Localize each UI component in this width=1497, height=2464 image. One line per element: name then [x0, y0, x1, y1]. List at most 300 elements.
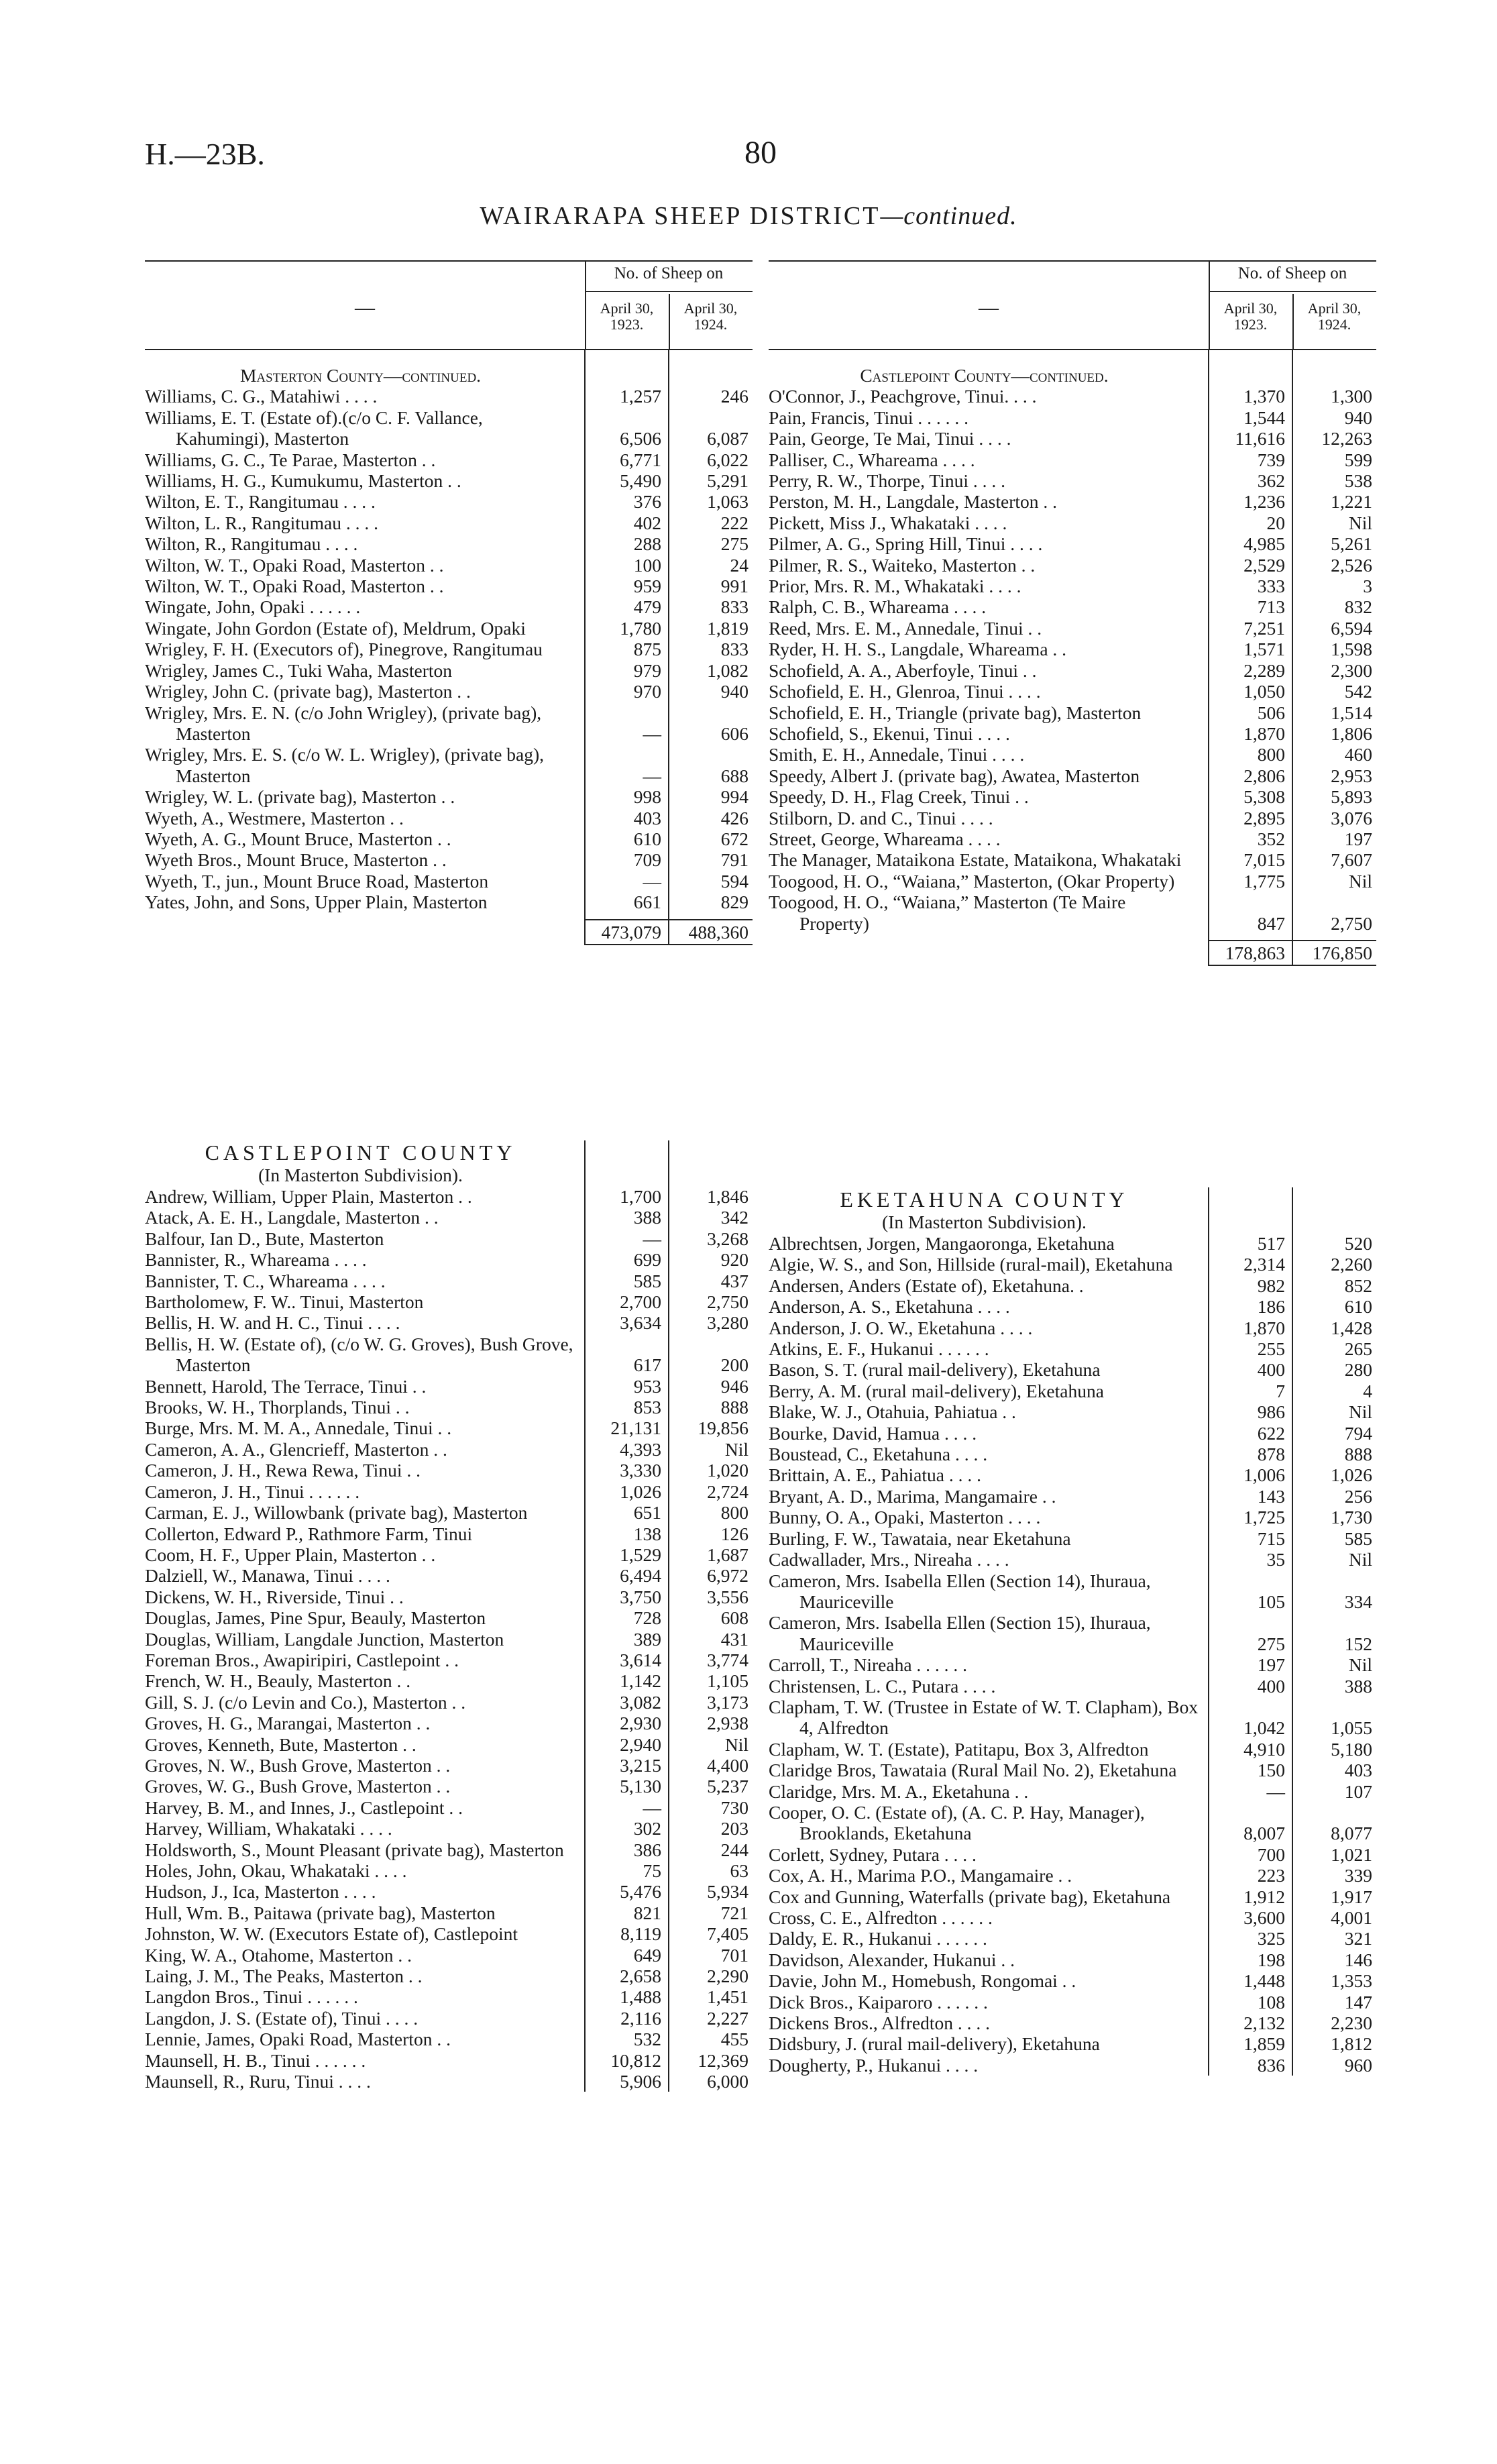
owner-name: Andrew, William, Upper Plain, Masterton . .: [145, 1186, 472, 1207]
sheep-1924: 3,173: [669, 1692, 753, 1713]
table-row: [145, 1228, 753, 1249]
table-row: [769, 1676, 1376, 1697]
sheep-1924: 946: [669, 1376, 753, 1397]
owner-name: Wyeth, A., Westmere, Masterton . .: [145, 807, 404, 828]
sheep-1923: 2,806: [1209, 765, 1292, 786]
sheep-1924: 455: [669, 2029, 753, 2049]
header-date-1923-line1: April 30,: [1223, 300, 1278, 317]
table-row: [145, 1776, 753, 1797]
sheep-1923: 699: [585, 1249, 669, 1270]
sheep-1924: 334: [1292, 1570, 1376, 1613]
table-row: [145, 1650, 753, 1670]
owner-name: Schofield, A. A., Aberfoyle, Tinui . .: [769, 659, 1037, 681]
table-row: [769, 639, 1376, 659]
sheep-1924: 126: [669, 1523, 753, 1544]
sheep-1924: 460: [1292, 744, 1376, 765]
sheep-1923: 7,251: [1209, 618, 1292, 639]
sheep-1924: 2,724: [669, 1481, 753, 1502]
header-date-1923: [585, 301, 669, 333]
table-row: [769, 1296, 1376, 1317]
sheep-1924: 2,300: [1292, 660, 1376, 681]
sheep-1923: —: [585, 702, 669, 745]
sheep-1923: 5,490: [585, 470, 669, 491]
owner-name: Collerton, Edward P., Rathmore Farm, Tinui: [145, 1523, 473, 1544]
sheep-1923: 4,985: [1209, 533, 1292, 554]
sheep-1924: 197: [1292, 828, 1376, 849]
table-row: [769, 2013, 1376, 2033]
sheep-1924: Nil: [1292, 1401, 1376, 1422]
sheep-1924: 1,082: [669, 660, 753, 681]
table-row: [145, 1417, 753, 1438]
owner-name: Wyeth, T., jun., Mount Bruce Road, Masterton: [145, 870, 489, 892]
sheep-1923: 821: [585, 1903, 669, 1923]
owner-name: Wilton, L. R., Rangitumau . . . .: [145, 512, 378, 533]
sheep-1923: 2,116: [585, 2008, 669, 2029]
table-row: [145, 449, 753, 470]
sheep-1923: 506: [1209, 702, 1292, 723]
table-row: [145, 596, 753, 617]
masterton-county-table: [145, 350, 753, 945]
sheep-1924: 5,237: [669, 1776, 753, 1797]
owner-name: Berry, A. M. (rural mail-delivery), Eketahuna: [769, 1380, 1104, 1401]
owner-name: Toogood, H. O., “Waiana,” Masterton, (Okar Property): [769, 870, 1175, 892]
sheep-1923: 2,529: [1209, 555, 1292, 576]
owner-name: Bannister, T. C., Whareama . . . .: [145, 1270, 386, 1291]
owner-name: Pain, George, Te Mai, Tinui . . . .: [769, 428, 1011, 449]
table-row: [769, 596, 1376, 617]
table-row: [145, 660, 753, 681]
sheep-1923: 21,131: [585, 1417, 669, 1438]
sheep-1923: 325: [1209, 1928, 1292, 1949]
sheep-1924: 1,917: [1292, 1886, 1376, 1907]
owner-name: Cameron, Mrs. Isabella Ellen (Section 15), Ihuraua, Mauriceville: [769, 1612, 1151, 1654]
owner-name: Davidson, Alexander, Hukanui . .: [769, 1949, 1015, 1970]
sheep-1923: 1,006: [1209, 1464, 1292, 1485]
sheep-1924: 1,819: [669, 618, 753, 639]
owner-name: Bryant, A. D., Marima, Mangamaire . .: [769, 1485, 1056, 1507]
sheep-1923: —: [1209, 1781, 1292, 1802]
sheep-1924: 431: [669, 1629, 753, 1650]
owner-name: Algie, W. S., and Son, Hillside (rural-mail), Eketahuna: [769, 1254, 1173, 1275]
sheep-1924: 5,291: [669, 470, 753, 491]
owner-name: Lennie, James, Opaki Road, Masterton . .: [145, 2029, 451, 2050]
owner-name: Speedy, Albert J. (private bag), Awatea, Masterton: [769, 765, 1140, 786]
sheep-1924: 246: [669, 386, 753, 407]
sheep-1923: 2,314: [1209, 1254, 1292, 1275]
table-row: [145, 1481, 753, 1502]
table-row: [769, 618, 1376, 639]
sheep-1924: 6,594: [1292, 618, 1376, 639]
table-row: [145, 1207, 753, 1228]
sheep-1924: 63: [669, 1860, 753, 1881]
owner-name: Anderson, A. S., Eketahuna . . . .: [769, 1296, 1010, 1318]
sheep-1924: 1,598: [1292, 639, 1376, 659]
table-row: [769, 1570, 1376, 1613]
table-row: [769, 1697, 1376, 1739]
sheep-1923: 333: [1209, 576, 1292, 596]
table-row: [145, 1312, 753, 1333]
sheep-1923: 3,614: [585, 1650, 669, 1670]
sheep-1923: 953: [585, 1376, 669, 1397]
sheep-1924: 147: [1292, 1992, 1376, 2013]
table-row: [769, 1254, 1376, 1275]
owner-name: Perry, R. W., Thorpe, Tinui . . . .: [769, 470, 1005, 492]
sheep-1924: 791: [669, 849, 753, 870]
owner-name: Bartholomew, F. W.. Tinui, Masterton: [145, 1291, 424, 1313]
owner-name: Toogood, H. O., “Waiana,” Masterton (Te Maire Property): [769, 892, 1126, 934]
owner-name: Wyeth, A. G., Mount Bruce, Masterton . .: [145, 828, 451, 849]
sheep-1923: 388: [585, 1207, 669, 1228]
table-row: [145, 1945, 753, 1966]
table-row: [145, 1881, 753, 1902]
table-row: [769, 1318, 1376, 1338]
sheep-1923: 288: [585, 533, 669, 554]
sheep-1924: 2,953: [1292, 765, 1376, 786]
sheep-1923: 847: [1209, 892, 1292, 934]
sheep-1923: 3,600: [1209, 1907, 1292, 1928]
sheep-1923: 998: [585, 786, 669, 807]
header-date-1924-line1: April 30,: [1307, 300, 1362, 317]
owner-name: Douglas, William, Langdale Junction, Masterton: [145, 1628, 504, 1650]
castlepoint-continued-section: [769, 260, 1376, 966]
sheep-1923: 878: [1209, 1444, 1292, 1464]
sheep-1923: 5,906: [585, 2071, 669, 2092]
sheep-1923: 143: [1209, 1486, 1292, 1507]
owner-name: Bellis, H. W. and H. C., Tinui . . . .: [145, 1312, 400, 1334]
owner-name: Cox, A. H., Marima P.O., Mangamaire . .: [769, 1865, 1072, 1886]
sheep-1923: 302: [585, 1818, 669, 1839]
owner-name: Williams, H. G., Kumukumu, Masterton . .: [145, 470, 461, 492]
sheep-1924: Nil: [1292, 1549, 1376, 1570]
table-row: [145, 513, 753, 533]
sheep-1924: 2,750: [669, 1291, 753, 1312]
table-row: [145, 618, 753, 639]
table-row: [145, 1839, 753, 1860]
sheep-1923: 1,780: [585, 618, 669, 639]
sheep-1923: 4,393: [585, 1439, 669, 1460]
sheep-1924: 19,856: [669, 1417, 753, 1438]
owner-name: Williams, E. T. (Estate of).(c/o C. F. Vallance, Kahumingi), Masterton: [145, 407, 483, 449]
owner-name: Bourke, David, Hamua . . . .: [769, 1422, 977, 1444]
sheep-1923: 1,026: [585, 1481, 669, 1502]
table-row: [145, 1186, 753, 1207]
table-row: [145, 576, 753, 596]
table-row: [769, 1401, 1376, 1422]
header-date-1923-line2: 1923.: [610, 316, 644, 333]
owner-name: Wrigley, W. L. (private bag), Masterton . .: [145, 786, 455, 808]
county-subtitle: (In Masterton Subdivision).: [882, 1212, 1087, 1232]
sheep-1923: 517: [1209, 1233, 1292, 1254]
sheep-1924: 1,026: [1292, 1464, 1376, 1485]
county-title: CASTLEPOINT COUNTY: [205, 1140, 516, 1165]
sheep-1923: 35: [1209, 1549, 1292, 1570]
sheep-1924: 244: [669, 1839, 753, 1860]
owner-name: Ralph, C. B., Whareama . . . .: [769, 596, 987, 618]
sheep-1924: 6,000: [669, 2071, 753, 2092]
sheep-1924: 833: [669, 639, 753, 659]
table-row: [145, 2008, 753, 2029]
sheep-1923: 362: [1209, 470, 1292, 491]
sheep-1924: 1,730: [1292, 1507, 1376, 1528]
sheep-1923: 610: [585, 828, 669, 849]
sheep-1923: 6,494: [585, 1565, 669, 1586]
sheep-1924: 520: [1292, 1233, 1376, 1254]
table-row: [145, 1334, 753, 1376]
sheep-1924: Nil: [669, 1734, 753, 1755]
sheep-1924: 2,526: [1292, 555, 1376, 576]
sheep-1924: 8,077: [1292, 1802, 1376, 1844]
sheep-1923: 20: [1209, 513, 1292, 533]
sheep-1924: 6,022: [669, 449, 753, 470]
sheep-1923: 2,658: [585, 1966, 669, 1986]
table-row: [145, 491, 753, 512]
table-row: [769, 1781, 1376, 1802]
table-row: [769, 808, 1376, 828]
sheep-1924: 1,221: [1292, 491, 1376, 512]
owner-name: Didsbury, J. (rural mail-delivery), Eketahuna: [769, 2033, 1100, 2055]
table-row: [769, 1844, 1376, 1865]
table-row: [145, 1376, 753, 1397]
sheep-1924: 688: [669, 744, 753, 786]
table-row: [145, 786, 753, 807]
sheep-1924: Nil: [1292, 513, 1376, 533]
table-row: [145, 2050, 753, 2071]
sheep-1924: 538: [1292, 470, 1376, 491]
sheep-1923: 700: [1209, 1844, 1292, 1865]
sheep-1923: 3,634: [585, 1312, 669, 1333]
owner-name: Bunny, O. A., Opaki, Masterton . . . .: [769, 1507, 1041, 1528]
sheep-1924: 800: [669, 1502, 753, 1523]
page-title-suffix: —continued.: [880, 202, 1017, 230]
owner-name: Cameron, J. H., Tinui . . . . . .: [145, 1481, 360, 1502]
sheep-1924: 5,180: [1292, 1739, 1376, 1760]
table-row: [769, 1928, 1376, 1949]
sheep-1923: 2,895: [1209, 808, 1292, 828]
owner-name: Blake, W. J., Otahuia, Pahiatua . .: [769, 1401, 1016, 1423]
sheep-1924: 888: [669, 1397, 753, 1417]
owner-name: Palliser, C., Whareama . . . .: [769, 449, 975, 470]
owner-name: Langdon Bros., Tinui . . . . . .: [145, 1986, 358, 2008]
table-row: [769, 407, 1376, 428]
sheep-1923: —: [585, 871, 669, 892]
county-heading: [769, 1187, 1209, 1233]
table-row: [769, 491, 1376, 512]
sheep-1924: 403: [1292, 1760, 1376, 1780]
owner-name: Burling, F. W., Tawataia, near Eketahuna: [769, 1528, 1071, 1549]
owner-name: Reed, Mrs. E. M., Annedale, Tinui . .: [769, 617, 1042, 639]
table-row: [769, 1654, 1376, 1675]
sheep-1923: 386: [585, 1839, 669, 1860]
county-subtitle: (In Masterton Subdivision).: [258, 1165, 463, 1185]
sheep-1924: 6,972: [669, 1565, 753, 1586]
sheep-1923: 8,007: [1209, 1802, 1292, 1844]
sheep-1923: 986: [1209, 1401, 1292, 1422]
sheep-1924: 275: [669, 533, 753, 554]
sheep-1924: 1,514: [1292, 702, 1376, 723]
sheep-1924: 1,451: [669, 1986, 753, 2007]
owner-name: Ryder, H. H. S., Langdale, Whareama . .: [769, 639, 1067, 660]
header-span-label: No. of Sheep on: [1237, 264, 1347, 282]
table-row: [769, 1612, 1376, 1654]
sheep-1923: 389: [585, 1629, 669, 1650]
header-dash: —: [355, 297, 375, 319]
sheep-1923: 1,488: [585, 1986, 669, 2007]
sheep-1924: 6,087: [669, 407, 753, 449]
table-row: [769, 765, 1376, 786]
sheep-1924: 2,227: [669, 2008, 753, 2029]
sheep-1923: —: [585, 1228, 669, 1249]
sheep-1924: 152: [1292, 1612, 1376, 1654]
table-row: [145, 681, 753, 702]
sheep-1924: 721: [669, 1903, 753, 1923]
table-row: [145, 1460, 753, 1481]
county-heading: [145, 1140, 585, 1186]
table-row: [145, 639, 753, 659]
sheep-1923: 138: [585, 1523, 669, 1544]
owner-name: Dalziell, W., Manawa, Tinui . . . .: [145, 1565, 390, 1587]
table-row: [769, 1233, 1376, 1254]
table-row: [769, 428, 1376, 449]
table-row: [145, 1713, 753, 1733]
owner-name: Harvey, B. M., and Innes, J., Castlepoint . .: [145, 1797, 463, 1818]
header-date-1923: [1209, 301, 1292, 333]
sheep-1924: 1,055: [1292, 1697, 1376, 1739]
sheep-1924: 3: [1292, 576, 1376, 596]
owner-name: O'Connor, J., Peachgrove, Tinui. . . .: [769, 386, 1037, 407]
owner-name: Wilton, R., Rangitumau . . . .: [145, 533, 358, 555]
table-row: [145, 1565, 753, 1586]
sheep-1923: 1,870: [1209, 1318, 1292, 1338]
table-row: [769, 828, 1376, 849]
owner-name: Yates, John, and Sons, Upper Plain, Masterton: [145, 892, 488, 913]
header-date-1924-line2: 1924.: [694, 316, 728, 333]
sheep-1923: 11,616: [1209, 428, 1292, 449]
owner-name: Groves, W. G., Bush Grove, Masterton . .: [145, 1776, 451, 1797]
owner-name: Gill, S. J. (c/o Levin and Co.), Masterton . .: [145, 1691, 466, 1713]
sheep-1923: 198: [1209, 1949, 1292, 1970]
table-row: [769, 1760, 1376, 1780]
table-row: [769, 1486, 1376, 1507]
header-span-label: No. of Sheep on: [614, 264, 724, 282]
sheep-1924: 940: [669, 681, 753, 702]
table-row: [769, 892, 1376, 934]
owner-name: Holdsworth, S., Mount Pleasant (private bag), Masterton: [145, 1839, 564, 1860]
sheep-1924: 940: [1292, 407, 1376, 428]
owner-name: Pilmer, A. G., Spring Hill, Tinui . . . .: [769, 533, 1043, 555]
table-row: [145, 1797, 753, 1818]
section-heading-text: Masterton County—continued.: [239, 365, 482, 386]
owner-name: Maunsell, R., Ruru, Tinui . . . .: [145, 2071, 371, 2092]
sheep-1924: Nil: [1292, 871, 1376, 892]
sheep-1924: 542: [1292, 681, 1376, 702]
sheep-1923: 479: [585, 596, 669, 617]
sheep-1923: 186: [1209, 1296, 1292, 1317]
owner-name: Dick Bros., Kaiparoro . . . . . .: [769, 1991, 988, 2013]
owner-name: Perston, M. H., Langdale, Masterton . .: [769, 491, 1057, 513]
sheep-1924: 388: [1292, 1676, 1376, 1697]
table-row: [145, 470, 753, 491]
owner-name: Wingate, John, Opaki . . . . . .: [145, 596, 361, 618]
sheep-1923: 4,910: [1209, 1739, 1292, 1760]
sheep-1923: 3,215: [585, 1755, 669, 1776]
sheep-1923: 709: [585, 849, 669, 870]
table-row: [145, 2029, 753, 2049]
owner-name: Groves, N. W., Bush Grove, Masterton . .: [145, 1754, 451, 1776]
owner-name: Laing, J. M., The Peaks, Masterton . .: [145, 1966, 423, 1987]
owner-name: Pain, Francis, Tinui . . . . . .: [769, 407, 968, 428]
owner-name: Schofield, E. H., Glenroa, Tinui . . . .: [769, 681, 1041, 702]
sheep-1924: 280: [1292, 1359, 1376, 1380]
owner-name: Cameron, A. A., Glencrieff, Masterton . .: [145, 1438, 447, 1460]
sheep-1924: 146: [1292, 1949, 1376, 1970]
table-row: [145, 1271, 753, 1291]
page-title-text: WAIRARAPA SHEEP DISTRICT: [480, 202, 881, 230]
owner-name: Corlett, Sydney, Putara . . . .: [769, 1843, 977, 1865]
sheep-1924: 3,076: [1292, 808, 1376, 828]
owner-name: Douglas, James, Pine Spur, Beauly, Masterton: [145, 1607, 486, 1629]
table-row: [145, 407, 753, 449]
document-reference: H.—23B.: [145, 137, 265, 171]
eketahuna-county-section: [769, 1187, 1376, 2076]
owner-name: Wrigley, James C., Tuki Waha, Masterton: [145, 659, 453, 681]
sheep-1923: 970: [585, 681, 669, 702]
sheep-1923: 979: [585, 660, 669, 681]
table-row: [769, 1275, 1376, 1296]
header-date-1923-line1: April 30,: [600, 300, 654, 317]
sheep-1924: 794: [1292, 1423, 1376, 1444]
owner-name: Wrigley, John C. (private bag), Masterton . .: [145, 681, 471, 702]
sheep-1924: 4,400: [669, 1755, 753, 1776]
owner-name: Bellis, H. W. (Estate of), (c/o W. G. Groves), Bush Grove, Masterton: [145, 1333, 573, 1376]
owner-name: Pilmer, R. S., Waiteko, Masterton . .: [769, 554, 1036, 576]
header-date-1924-line1: April 30,: [683, 300, 738, 317]
table-row: [145, 1523, 753, 1544]
sheep-1924: 3,280: [669, 1312, 753, 1333]
owner-name: Daldy, E. R., Hukanui . . . . . .: [769, 1928, 987, 1949]
table-row: [145, 828, 753, 849]
table-row: [145, 386, 753, 407]
sheep-1923: 402: [585, 513, 669, 533]
table-row: [145, 1923, 753, 1944]
sheep-1924: 5,261: [1292, 533, 1376, 554]
table-row: [769, 1949, 1376, 1970]
sheep-1924: 1,846: [669, 1186, 753, 1207]
total-1924: 488,360: [669, 920, 753, 945]
owner-name: Claridge, Mrs. M. A., Eketahuna . .: [769, 1780, 1029, 1802]
table-row: [769, 2033, 1376, 2054]
header-dash: —: [979, 297, 999, 319]
sheep-1923: 651: [585, 1502, 669, 1523]
owner-name: Dougherty, P., Hukanui . . . .: [769, 2054, 979, 2076]
sheep-1924: 3,556: [669, 1587, 753, 1607]
sheep-1923: 5,130: [585, 1776, 669, 1797]
owner-name: Langdon, J. S. (Estate of), Tinui . . . .: [145, 2007, 419, 2029]
owner-name: Dickens Bros., Alfredton . . . .: [769, 2013, 990, 2034]
sheep-1923: 376: [585, 491, 669, 512]
sheep-1924: 1,687: [669, 1544, 753, 1565]
sheep-1924: 3,774: [669, 1650, 753, 1670]
sheep-1923: 1,042: [1209, 1697, 1292, 1739]
sheep-1923: 3,082: [585, 1692, 669, 1713]
table-row: [769, 1528, 1376, 1549]
table-row: [769, 1423, 1376, 1444]
owner-name: Hudson, J., Ica, Masterton . . . .: [145, 1881, 376, 1903]
sheep-1924: 4: [1292, 1381, 1376, 1401]
table-row: [769, 1338, 1376, 1359]
owner-name: Carman, E. J., Willowbank (private bag), Masterton: [145, 1502, 528, 1523]
page-title: [0, 201, 1497, 231]
sheep-1923: 1,700: [585, 1186, 669, 1207]
